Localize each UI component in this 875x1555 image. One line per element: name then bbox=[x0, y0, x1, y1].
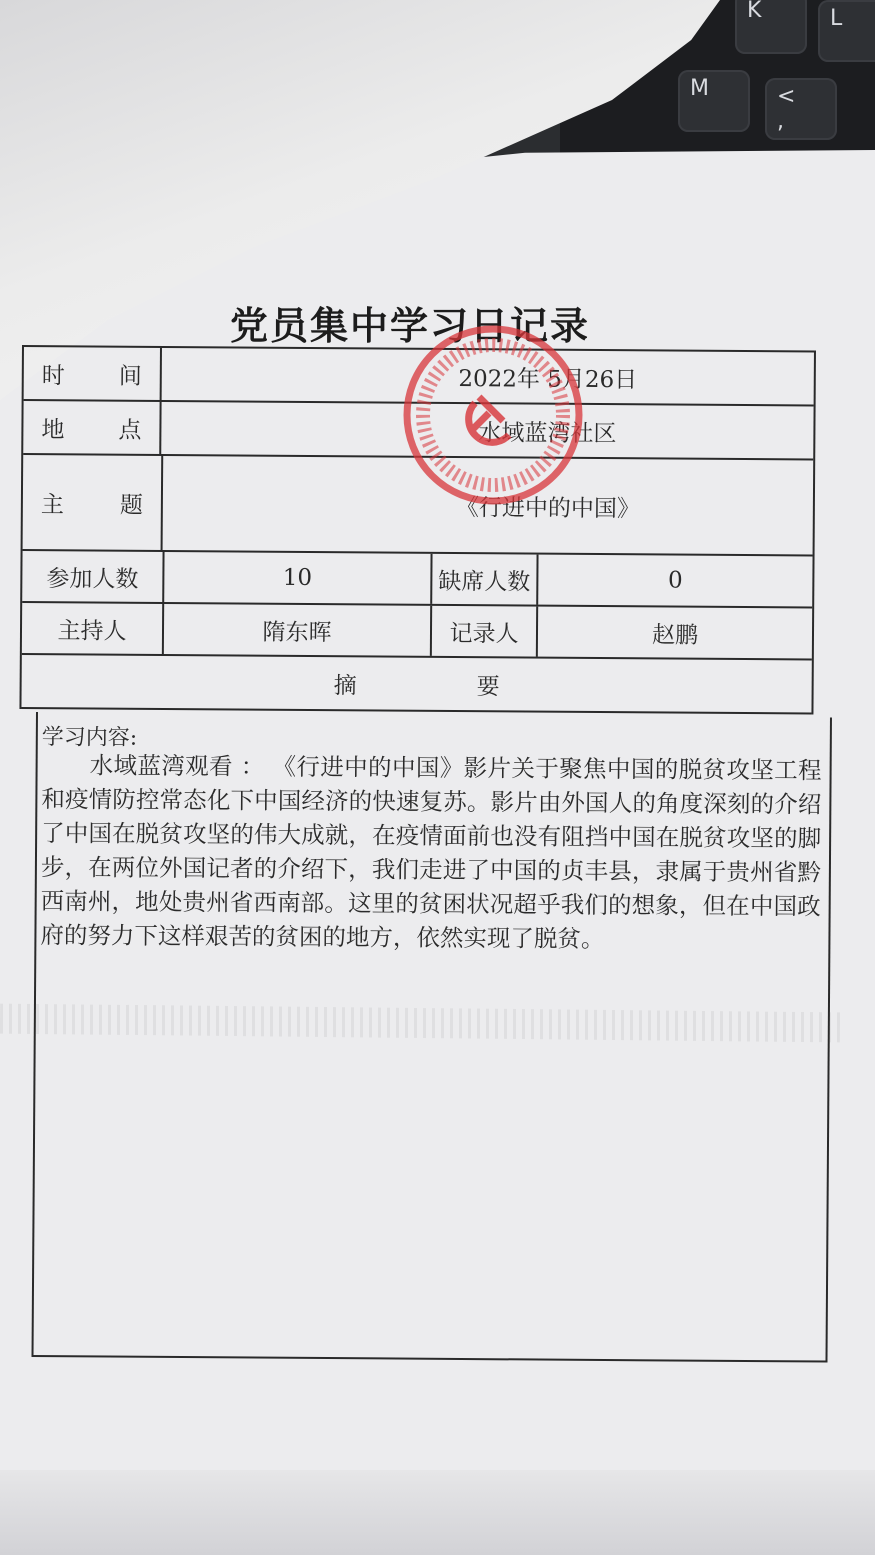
label-summary bbox=[21, 655, 811, 713]
content-heading: 学习内容: bbox=[41, 725, 138, 751]
key-label: L bbox=[830, 6, 843, 31]
hammer-sickle-icon bbox=[469, 397, 509, 442]
key-label: < bbox=[777, 84, 796, 109]
label-char: 地 bbox=[41, 416, 65, 443]
value-attendance: 10 bbox=[164, 552, 432, 604]
label-topic bbox=[23, 455, 164, 550]
label-time bbox=[24, 347, 162, 400]
paper-bottom-shade bbox=[0, 1470, 875, 1555]
value-place: 水域蓝湾社区 bbox=[478, 419, 617, 447]
label-host: 主持人 bbox=[22, 603, 164, 654]
document-title: 党员集中学习日记录 bbox=[229, 303, 590, 348]
row-summary bbox=[21, 655, 811, 715]
key-comma bbox=[765, 78, 837, 140]
key-label: , bbox=[777, 109, 784, 134]
value-recorder: 赵鹏 bbox=[651, 621, 699, 649]
row-attendance bbox=[22, 551, 812, 609]
key-label: K bbox=[747, 0, 762, 23]
label-char: 时 bbox=[41, 362, 65, 389]
label-char: 主 bbox=[40, 491, 64, 518]
value-host: 隋东晖 bbox=[164, 604, 432, 656]
label-char: 点 bbox=[118, 417, 142, 444]
label-char: 间 bbox=[118, 363, 142, 390]
value-absent: 0 bbox=[667, 567, 683, 594]
label-char: 要 bbox=[476, 673, 500, 700]
party-seal-stamp bbox=[400, 322, 586, 508]
key-k bbox=[735, 0, 807, 54]
label-char: 摘 bbox=[333, 672, 357, 699]
key-l bbox=[818, 0, 875, 62]
label-attendance: 参加人数 bbox=[22, 551, 164, 602]
value-topic: 《行进中的中国》 bbox=[455, 494, 640, 522]
label-place bbox=[23, 401, 161, 454]
row-host bbox=[22, 603, 812, 661]
key-m bbox=[678, 70, 750, 132]
key-label: M bbox=[690, 76, 709, 101]
value-time: 2022年 5月26日 bbox=[458, 365, 638, 393]
label-char: 题 bbox=[119, 492, 143, 519]
content-body: 水域蓝湾观看 ： 《行进中的中国》影片关于聚焦中国的脱贫攻坚工程和疫情防控常态化下中国经济的快速复苏。影片由外国人的角度深刻的介绍了中国在脱贫攻坚的伟大成就，在疫情面前也没有阻挡中国在脱贫攻坚的脚步，在两位外国记者的介绍下，我们走进了中国的贞丰县，隶属于贵州省黔西南州，地处贵州省西南部。这里的贫困状况超乎我们的想象，但在中国政府的努力下这样艰苦的贫困的地方，依然实现了脱贫。 bbox=[40, 751, 822, 953]
label-absent: 缺席人数 bbox=[432, 554, 538, 605]
label-recorder: 记录人 bbox=[432, 606, 538, 657]
